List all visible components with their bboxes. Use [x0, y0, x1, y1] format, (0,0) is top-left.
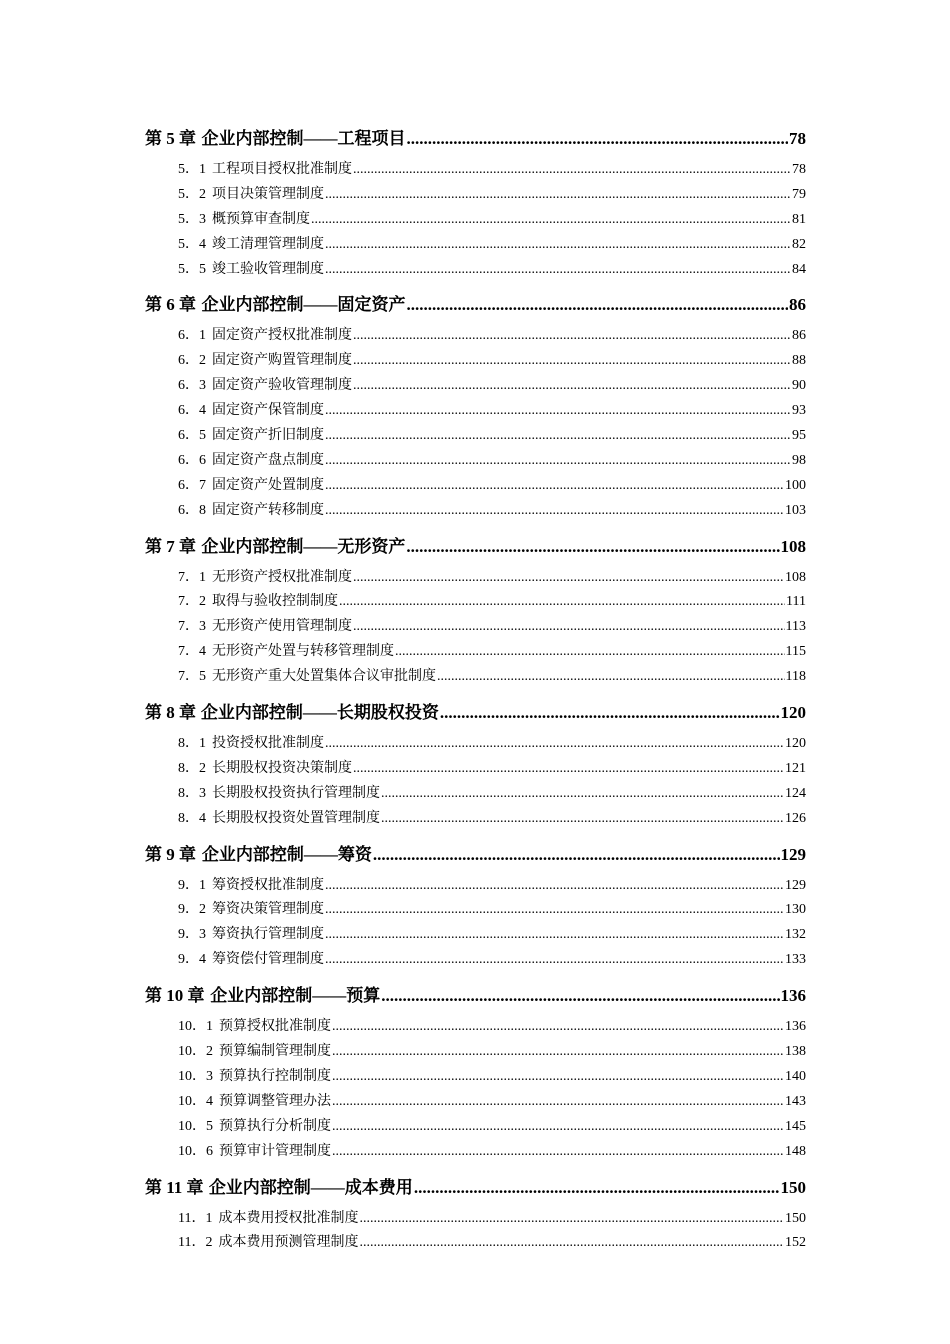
- toc-chapter-entry[interactable]: [145, 532, 806, 566]
- dot-leader: [353, 615, 785, 640]
- toc-section-entry[interactable]: [145, 158, 806, 183]
- section-number: 9．1: [178, 877, 206, 893]
- section-page-number: 143: [785, 1093, 806, 1109]
- section-number: 9．4: [178, 952, 206, 968]
- dot-leader: [359, 1207, 784, 1232]
- section-page-number: 113: [785, 619, 806, 635]
- section-title: 筹资授权批准制度: [212, 877, 324, 893]
- dot-leader: [359, 1231, 784, 1256]
- dot-leader: [325, 233, 791, 258]
- section-page-number: 124: [785, 785, 806, 801]
- dot-leader: [325, 258, 791, 283]
- chapter-title: 企业内部控制——成本费用: [208, 1177, 413, 1197]
- section-page-number: 88: [792, 353, 806, 369]
- toc-section-entry[interactable]: [145, 499, 806, 524]
- chapter-number: 第 9 章: [145, 844, 196, 864]
- chapter-page-number: 78: [789, 129, 806, 148]
- section-title: 无形资产处置与转移管理制度: [212, 644, 394, 660]
- section-number: 6．5: [178, 428, 206, 444]
- toc-section-entry[interactable]: [145, 665, 806, 690]
- toc-section-entry[interactable]: [145, 640, 806, 665]
- toc-section-entry[interactable]: [145, 324, 806, 349]
- section-title: 预算执行控制制度: [219, 1068, 331, 1084]
- section-title: 固定资产折旧制度: [212, 428, 324, 444]
- dot-leader: [406, 290, 788, 320]
- section-number: 6．1: [178, 328, 206, 344]
- section-page-number: 130: [785, 902, 806, 918]
- section-page-number: 100: [785, 477, 806, 493]
- section-number: 5．3: [178, 211, 206, 227]
- section-title: 固定资产盘点制度: [212, 452, 324, 468]
- section-title: 项目决策管理制度: [212, 186, 324, 202]
- toc-section-entry[interactable]: [145, 1090, 806, 1115]
- toc-section-entry[interactable]: [145, 349, 806, 374]
- dot-leader: [325, 499, 784, 524]
- section-number: 8．3: [178, 785, 206, 801]
- chapter-number: 第 10 章: [145, 986, 205, 1006]
- toc-section-entry[interactable]: [145, 1065, 806, 1090]
- toc-section-entry[interactable]: [145, 757, 806, 782]
- section-page-number: 103: [785, 502, 806, 518]
- dot-leader: [325, 183, 791, 208]
- section-number: 8．2: [178, 760, 206, 776]
- dot-leader: [339, 590, 785, 615]
- dot-leader: [381, 807, 784, 832]
- section-title: 投资授权批准制度: [212, 736, 324, 752]
- section-page-number: 78: [792, 162, 806, 177]
- section-page-number: 82: [792, 236, 806, 252]
- section-page-number: 150: [785, 1210, 806, 1226]
- section-number: 9．3: [178, 927, 206, 943]
- section-number: 6．8: [178, 502, 206, 518]
- chapter-number: 第 11 章: [145, 1177, 204, 1197]
- section-page-number: 115: [785, 644, 806, 660]
- section-title: 长期股权投资执行管理制度: [212, 785, 380, 801]
- section-page-number: 148: [785, 1143, 806, 1159]
- toc-section-entry[interactable]: [145, 566, 806, 591]
- section-title: 竣工清理管理制度: [212, 236, 324, 252]
- section-title: 成本费用预测管理制度: [218, 1235, 359, 1251]
- section-title: 工程项目授权批准制度: [212, 162, 352, 177]
- section-title: 成本费用授权批准制度: [218, 1210, 359, 1226]
- dot-leader: [325, 424, 791, 449]
- section-title: 无形资产重大处置集体合议审批制度: [212, 669, 436, 685]
- toc-section-entry[interactable]: [145, 258, 806, 283]
- dot-leader: [353, 349, 791, 374]
- dot-leader: [325, 948, 784, 973]
- toc-section-entry[interactable]: [145, 1040, 806, 1065]
- section-page-number: 93: [792, 403, 806, 419]
- dot-leader: [440, 698, 780, 728]
- section-page-number: 86: [792, 328, 806, 344]
- dot-leader: [353, 566, 784, 591]
- dot-leader: [437, 665, 785, 690]
- toc-section-entry[interactable]: [145, 590, 806, 615]
- dot-leader: [325, 923, 784, 948]
- chapter-title: 企业内部控制——工程项目: [201, 129, 406, 148]
- section-page-number: 90: [792, 378, 806, 394]
- section-title: 预算授权批准制度: [219, 1019, 331, 1035]
- chapter-page-number: 120: [780, 703, 806, 723]
- section-number: 9．2: [178, 902, 206, 918]
- section-title: 预算调整管理办法: [219, 1093, 331, 1109]
- section-number: 7．4: [178, 644, 206, 660]
- section-page-number: 133: [785, 952, 806, 968]
- chapter-number: 第 5 章: [145, 129, 196, 148]
- chapter-number: 第 8 章: [145, 703, 196, 723]
- toc-chapter-entry[interactable]: [145, 840, 806, 874]
- section-page-number: 81: [792, 211, 806, 227]
- dot-leader: [325, 399, 791, 424]
- toc-section-entry[interactable]: [145, 782, 806, 807]
- dot-leader: [325, 449, 791, 474]
- dot-leader: [332, 1090, 784, 1115]
- toc-section-entry[interactable]: [145, 732, 806, 757]
- section-title: 预算审计管理制度: [219, 1143, 331, 1159]
- section-page-number: 84: [792, 261, 806, 277]
- chapter-title: 企业内部控制——预算: [210, 986, 381, 1006]
- section-number: 7．3: [178, 619, 206, 635]
- section-number: 10．1: [178, 1019, 213, 1035]
- toc-section-entry[interactable]: [145, 874, 806, 899]
- toc-chapter-entry[interactable]: [145, 981, 806, 1015]
- chapter-title: 企业内部控制——长期股权投资: [200, 703, 439, 723]
- section-page-number: 132: [785, 927, 806, 943]
- section-title: 概预算审查制度: [212, 211, 310, 227]
- section-number: 10．3: [178, 1068, 213, 1084]
- section-number: 10．2: [178, 1044, 213, 1060]
- dot-leader: [381, 981, 779, 1011]
- section-page-number: 121: [785, 760, 806, 776]
- section-page-number: 98: [792, 452, 806, 468]
- toc-section-entry[interactable]: [145, 208, 806, 233]
- toc-section-entry[interactable]: [145, 424, 806, 449]
- dot-leader: [353, 324, 791, 349]
- table-of-contents: [145, 124, 806, 1256]
- section-page-number: 140: [785, 1068, 806, 1084]
- dot-leader: [311, 208, 791, 233]
- section-title: 固定资产授权批准制度: [212, 328, 352, 344]
- dot-leader: [406, 532, 779, 562]
- dot-leader: [325, 898, 784, 923]
- section-page-number: 152: [785, 1235, 806, 1251]
- section-number: 7．2: [178, 594, 206, 610]
- section-page-number: 118: [785, 669, 806, 685]
- toc-section-entry[interactable]: [145, 1140, 806, 1165]
- dot-leader: [325, 732, 784, 757]
- section-title: 固定资产购置管理制度: [212, 353, 352, 369]
- toc-section-entry[interactable]: [145, 374, 806, 399]
- toc-chapter-entry[interactable]: [145, 124, 806, 158]
- section-title: 固定资产转移制度: [212, 502, 324, 518]
- section-page-number: 120: [785, 736, 806, 752]
- chapter-number: 第 7 章: [145, 536, 196, 556]
- section-page-number: 95: [792, 428, 806, 444]
- chapter-number: 第 6 章: [145, 295, 196, 315]
- toc-chapter-entry[interactable]: [145, 698, 806, 732]
- toc-section-entry[interactable]: [145, 449, 806, 474]
- chapter-page-number: 129: [780, 844, 806, 864]
- toc-section-entry[interactable]: [145, 807, 806, 832]
- section-number: 8．1: [178, 736, 206, 752]
- dot-leader: [325, 874, 784, 899]
- section-number: 10．6: [178, 1143, 213, 1159]
- section-page-number: 138: [785, 1044, 806, 1060]
- dot-leader: [395, 640, 785, 665]
- toc-section-entry[interactable]: [145, 948, 806, 973]
- section-number: 6．4: [178, 403, 206, 419]
- section-title: 固定资产验收管理制度: [212, 378, 352, 394]
- chapter-title: 企业内部控制——筹资: [201, 844, 372, 864]
- toc-section-entry[interactable]: [145, 399, 806, 424]
- chapter-page-number: 86: [789, 295, 806, 315]
- section-page-number: 129: [785, 877, 806, 893]
- toc-section-entry[interactable]: [145, 898, 806, 923]
- toc-chapter-entry[interactable]: [145, 290, 806, 324]
- section-number: 10．4: [178, 1093, 213, 1109]
- dot-leader: [325, 474, 784, 499]
- section-title: 预算执行分析制度: [219, 1118, 331, 1134]
- section-title: 竣工验收管理制度: [212, 261, 324, 277]
- dot-leader: [414, 1173, 780, 1203]
- dot-leader: [332, 1065, 784, 1090]
- section-page-number: 145: [785, 1118, 806, 1134]
- section-title: 无形资产使用管理制度: [212, 619, 352, 635]
- toc-section-entry[interactable]: [145, 923, 806, 948]
- section-title: 筹资偿付管理制度: [212, 952, 324, 968]
- chapter-title: 企业内部控制——无形资产: [201, 536, 406, 556]
- section-title: 无形资产授权批准制度: [212, 569, 352, 585]
- section-number: 5．2: [178, 186, 206, 202]
- section-title: 筹资决策管理制度: [212, 902, 324, 918]
- section-number: 5．5: [178, 261, 206, 277]
- section-title: 固定资产保管制度: [212, 403, 324, 419]
- section-number: 6．2: [178, 353, 206, 369]
- section-page-number: 111: [786, 594, 806, 610]
- toc-section-entry[interactable]: [145, 1015, 806, 1040]
- section-number: 6．3: [178, 378, 206, 394]
- dot-leader: [381, 782, 784, 807]
- dot-leader: [353, 757, 784, 782]
- toc-section-entry[interactable]: [145, 233, 806, 258]
- dot-leader: [353, 158, 791, 183]
- dot-leader: [353, 374, 791, 399]
- dot-leader: [332, 1015, 784, 1040]
- toc-section-entry[interactable]: [145, 183, 806, 208]
- section-title: 长期股权投资决策制度: [212, 760, 352, 776]
- section-number: 5．4: [178, 236, 206, 252]
- section-title: 固定资产处置制度: [212, 477, 324, 493]
- toc-section-entry[interactable]: [145, 1231, 806, 1256]
- toc-chapter-entry[interactable]: [145, 1173, 806, 1207]
- section-title: 预算编制管理制度: [219, 1044, 331, 1060]
- dot-leader: [406, 124, 788, 154]
- section-number: 7．1: [178, 569, 206, 585]
- section-number: 11．1: [178, 1210, 213, 1226]
- section-page-number: 136: [785, 1019, 806, 1035]
- dot-leader: [332, 1040, 784, 1065]
- section-number: 8．4: [178, 810, 206, 826]
- toc-section-entry[interactable]: [145, 615, 806, 640]
- section-page-number: 126: [785, 810, 806, 826]
- section-title: 取得与验收控制制度: [212, 594, 338, 610]
- section-number: 5．1: [178, 162, 206, 177]
- dot-leader: [332, 1140, 784, 1165]
- section-page-number: 79: [792, 186, 806, 202]
- chapter-page-number: 150: [780, 1177, 806, 1197]
- section-title: 筹资执行管理制度: [212, 927, 324, 943]
- section-number: 6．7: [178, 477, 206, 493]
- dot-leader: [332, 1115, 784, 1140]
- toc-section-entry[interactable]: [145, 1207, 806, 1232]
- toc-section-entry[interactable]: [145, 474, 806, 499]
- chapter-page-number: 108: [780, 536, 806, 556]
- chapter-page-number: 136: [780, 986, 806, 1006]
- section-number: 10．5: [178, 1118, 213, 1134]
- dot-leader: [373, 840, 780, 870]
- section-number: 11．2: [178, 1235, 213, 1251]
- chapter-title: 企业内部控制——固定资产: [201, 295, 406, 315]
- section-number: 7．5: [178, 669, 206, 685]
- toc-section-entry[interactable]: [145, 1115, 806, 1140]
- section-page-number: 108: [785, 569, 806, 585]
- section-title: 长期股权投资处置管理制度: [212, 810, 380, 826]
- section-number: 6．6: [178, 452, 206, 468]
